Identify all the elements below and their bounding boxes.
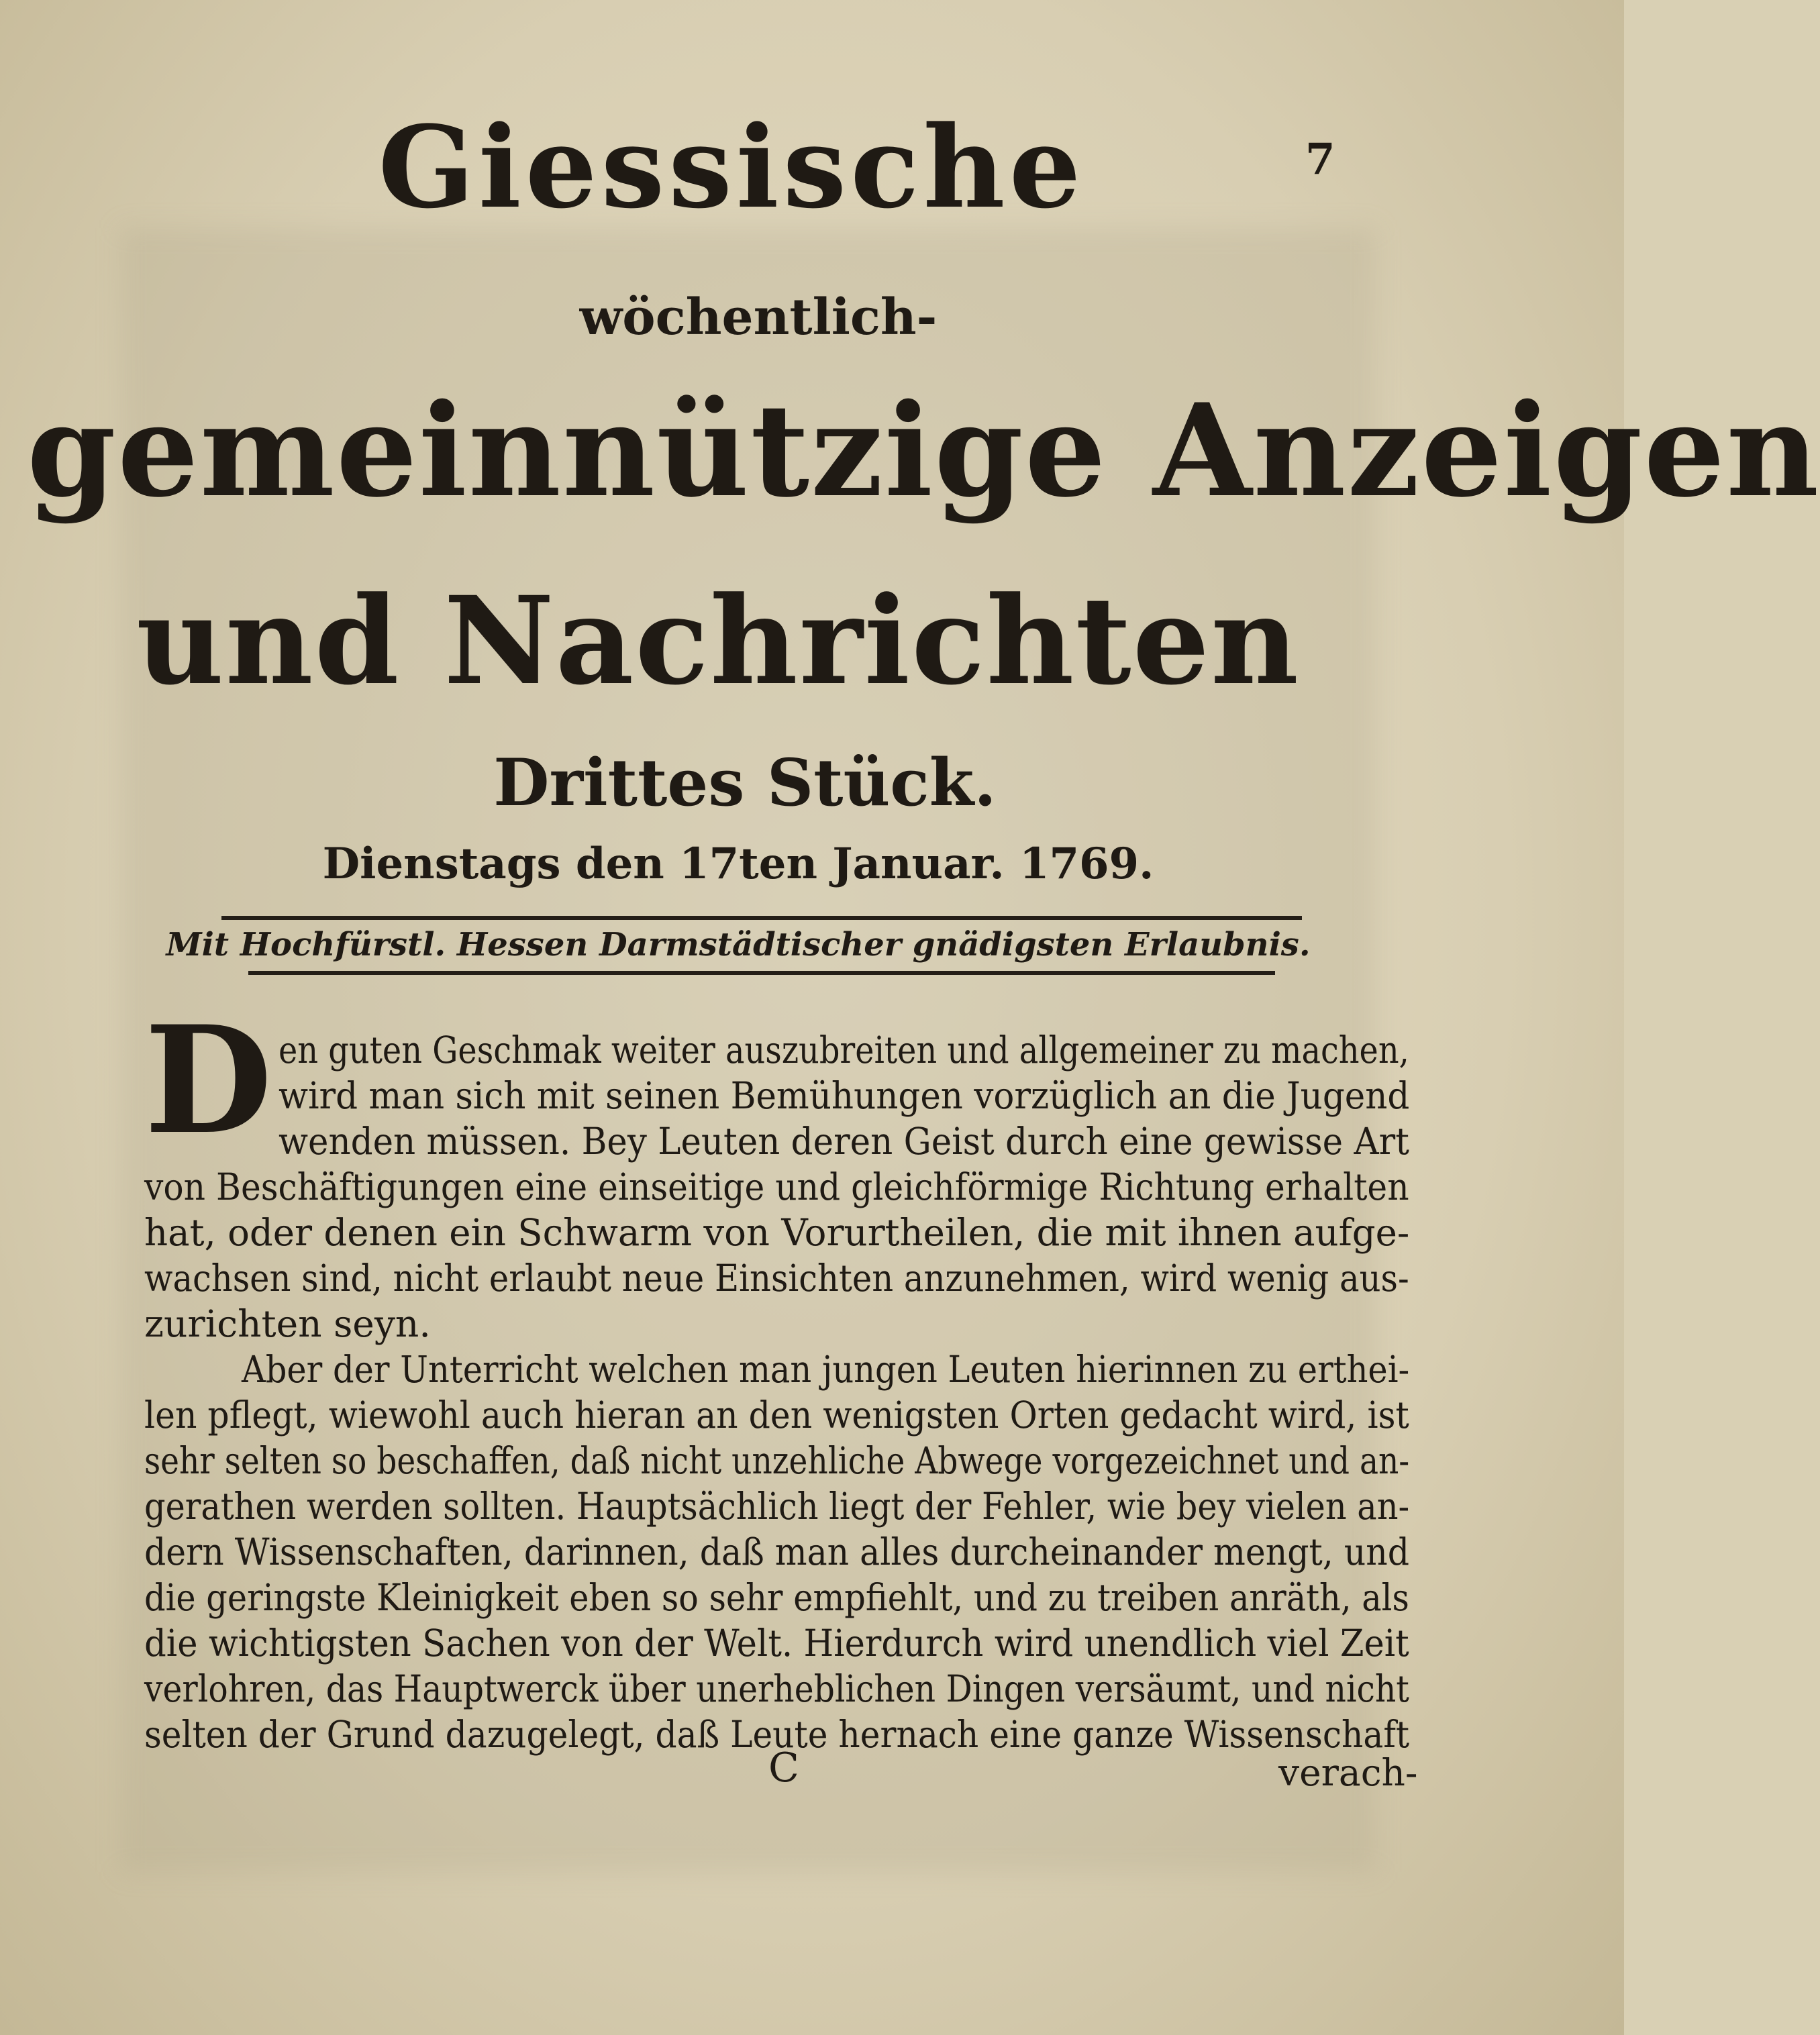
top-rule <box>221 916 1302 920</box>
catchword: verach- <box>1278 1751 1418 1794</box>
body-line: len pflegt, wiewohl auch hieran an den wenigsten Orten gedacht wird, ist <box>144 1394 1409 1437</box>
decorated-initial-letter: D <box>144 993 272 1167</box>
masthead-title-main-2: und Nachrichten <box>136 570 1301 712</box>
body-line: verlohren, das Hauptwerck über unerheblichen Dingen versäumt, und nicht <box>144 1667 1409 1710</box>
body-line: hat, oder denen ein Schwarm von Vorurtheilen, die mit ihnen aufge- <box>144 1211 1410 1254</box>
masthead-subtitle: wöchentlich- <box>579 289 938 346</box>
signature-mark: C <box>768 1744 799 1791</box>
body-line: wachsen sind, nicht erlaubt neue Einsichten anzunehmen, wird wenig aus- <box>144 1257 1409 1300</box>
issue-number: Drittes Stück. <box>493 745 997 821</box>
body-line: die geringste Kleinigkeit eben so sehr empfiehlt, und zu treiben anräth, als <box>144 1576 1409 1619</box>
body-line: Aber der Unterricht welchen man jungen Leuten hierinnen zu erthei- <box>242 1348 1410 1391</box>
body-line: en guten Geschmak weiter auszubreiten und allgemeiner zu machen, <box>279 1029 1409 1072</box>
page-number: 7 <box>1305 134 1335 185</box>
masthead-title-top: Giessische <box>378 101 1085 233</box>
body-line: die wichtigsten Sachen von der Welt. Hierdurch wird unendlich viel Zeit <box>144 1622 1409 1665</box>
issue-date: Dienstags den 17ten Januar. 1769. <box>322 839 1154 889</box>
body-line: wenden müssen. Bey Leuten deren Geist durch eine gewisse Art <box>279 1120 1409 1163</box>
permission-line: Mit Hochfürstl. Hessen Darmstädtischer gnädigsten Erlaubnis. <box>166 926 1311 963</box>
body-line: wird man sich mit seinen Bemühungen vorzüglich an die Jugend <box>279 1074 1410 1117</box>
body-line: gerathen werden sollten. Hauptsächlich liegt der Fehler, wie bey vielen an- <box>144 1485 1410 1528</box>
body-line: von Beschäftigungen eine einseitige und gleichförmige Richtung erhalten <box>144 1165 1409 1208</box>
masthead-title-main-1: gemeinnützige Anzeigen <box>27 376 1820 525</box>
body-line: zurichten seyn. <box>144 1302 431 1345</box>
body-line: sehr selten so beschaffen, daß nicht unzehliche Abwege vorgezeichnet und an- <box>144 1439 1410 1482</box>
body-line: selten der Grund dazugelegt, daß Leute hernach eine ganze Wissenschaft <box>144 1713 1410 1756</box>
body-line: dern Wissenschaften, darinnen, daß man alles durcheinander mengt, und <box>144 1530 1410 1573</box>
bottom-rule <box>248 971 1275 975</box>
